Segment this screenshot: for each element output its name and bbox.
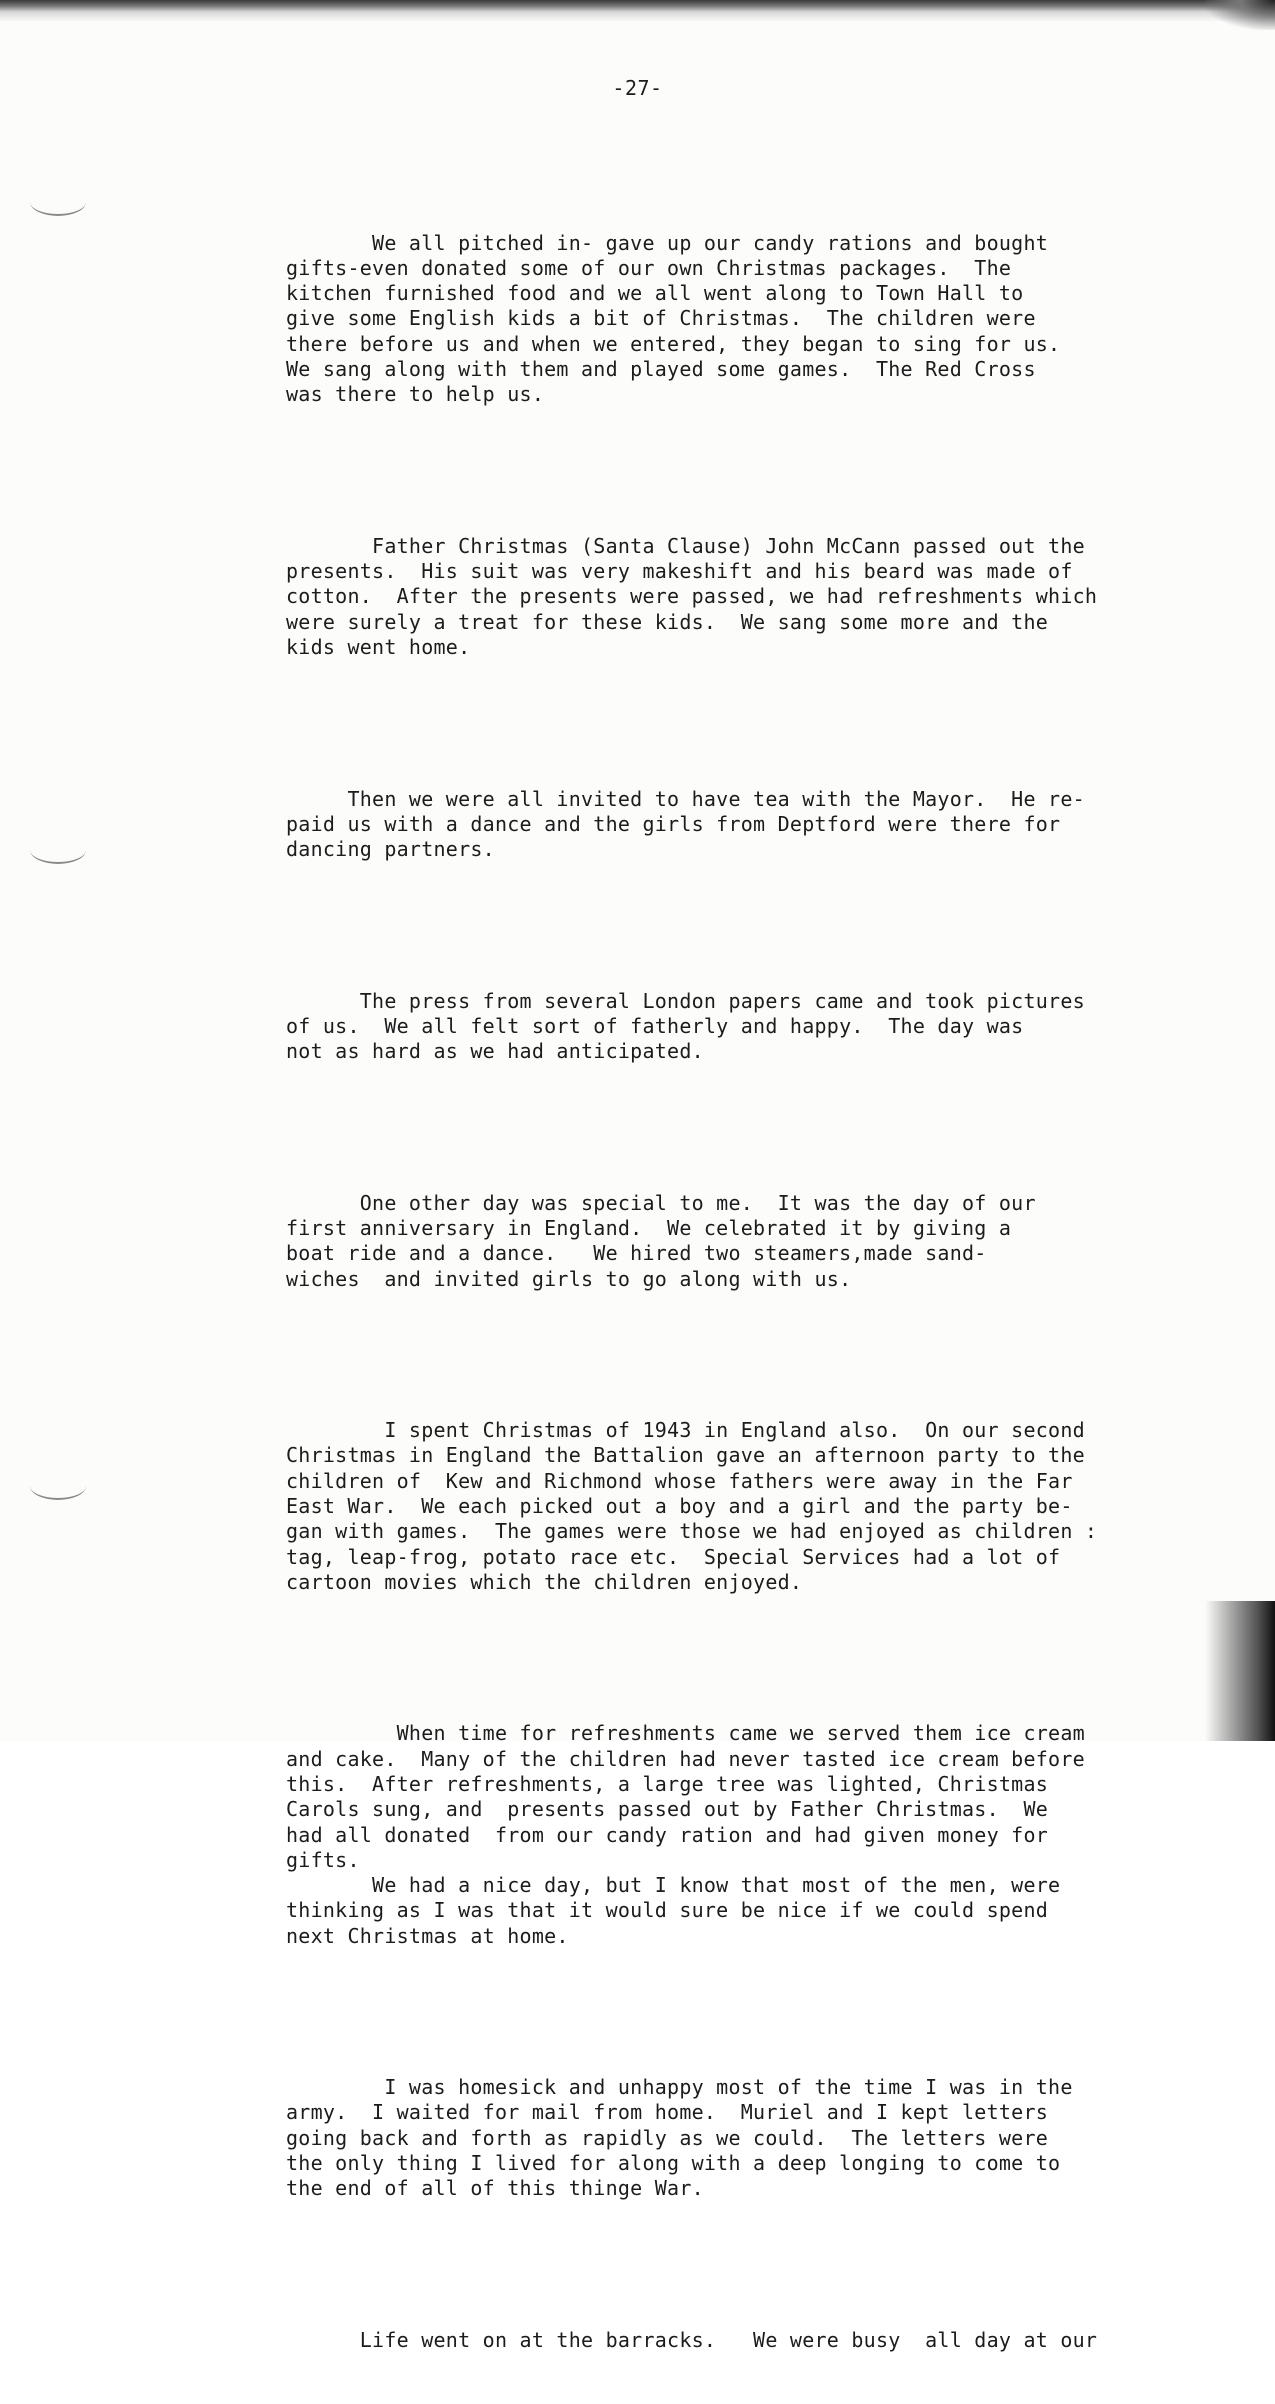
paragraph-first-anniversary: One other day was special to me. It was the day of our first anniversary in England. We celebrated it by giving a boat ride and a dance. We hired two steamers,made sand- wiches and invited girls to go along with us.	[286, 1190, 1036, 1291]
paragraph-town-hall-party: We all pitched in- gave up our candy rations and bought gifts-even donated some of our own Christmas packages. The kitchen furnished food and we all went along to Town Hall to give some English kids a bit of Christmas. The children were there before us and when we entered, they began to sing for us. We sang along with them and played some games. The Red Cross was there to help us.	[286, 230, 1061, 407]
paragraph-father-christmas: Father Christmas (Santa Clause) John McCann passed out the presents. His suit was very makeshift and his beard was made of cotton. After the presents were passed, we had refreshments which were surely a treat for these kids. We sang some more and the kids went home.	[286, 533, 1098, 660]
paragraph-london-press: The press from several London papers came and took pictures of us. We all felt sort of fatherly and happy. The day was not as hard as we had anticipated.	[286, 988, 1085, 1064]
page-number: -27-	[612, 76, 663, 100]
binder-hole-mark-middle	[30, 836, 86, 864]
paragraph-refreshments: When time for refreshments came we served them ice cream and cake. Many of the children had never tasted ice cream before this. After refreshments, a large tree was lighted, Christmas Carols sung, and presents passed out by Father Christmas. We had all donated from our candy ration and had given money for gifts. We had a nice day, but I know that most of the men, were thinking as I was that it would sure be nice if we could spend next Christmas at home.	[286, 1721, 1085, 1948]
scan-corner-shadow-top	[1205, 0, 1275, 30]
body-text	[286, 180, 1186, 2404]
paragraph-tea-with-mayor: Then we were all invited to have tea with the Mayor. He re- paid us with a dance and the girls from Deptford were there for dancing partners.	[286, 786, 1085, 862]
paragraph-christmas-1943: I spent Christmas of 1943 in England also. On our second Christmas in England the Battalion gave an afternoon party to the children of Kew and Richmond whose fathers were away in the Far East War. We each picked out a boy and a girl and the party be- gan with games. The games were those we had enjoyed as children : tag, leap-frog, potato race etc. Special Services had a lot of cartoon movies which the children enjoyed.	[286, 1418, 1098, 1594]
binder-hole-mark-top	[30, 188, 86, 216]
scan-top-edge-shadow	[0, 0, 1275, 22]
paragraph-barracks: Life went on at the barracks. We were busy all day at our	[286, 2327, 1098, 2352]
binder-hole-mark-bottom	[30, 1472, 86, 1500]
scan-corner-shadow-bottom	[1205, 1601, 1275, 1741]
paragraph-homesick: I was homesick and unhappy most of the time I was in the army. I waited for mail from home. Muriel and I kept letters going back and forth as rapidly as we could. The letters were the only thing I lived for along with a deep longing to come to the end of all of this thinge War.	[286, 2075, 1073, 2201]
